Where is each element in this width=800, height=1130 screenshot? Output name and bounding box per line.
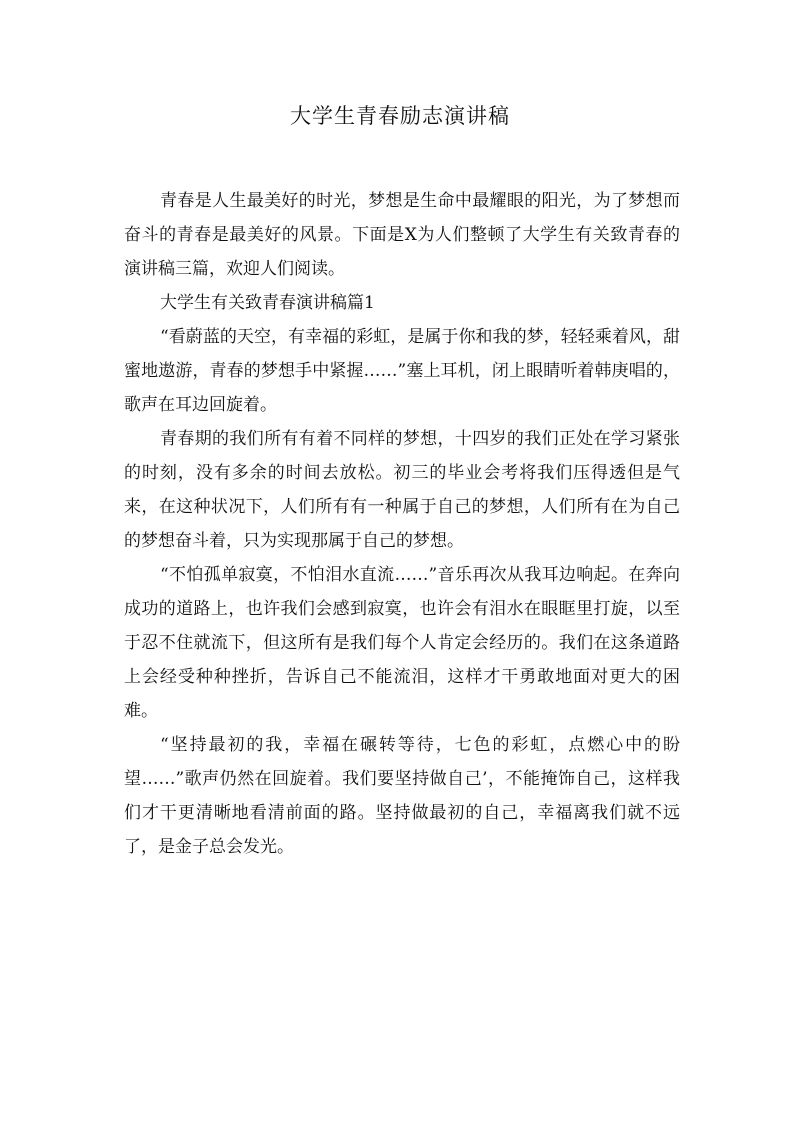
paragraph: “不怕孤单寂寞，不怕泪水直流……”音乐再次从我耳边响起。在奔向成功的道路上，也许我们会感到寂寞，也许会有泪水在眼眶里打旋，以至于忍不住就流下，但这所有是我们每个人肯定会经历的。我们在这条道路上会经受种种挫折，告诉自己不能流泪，这样才干勇敢地面对更大的困难。 bbox=[124, 565, 680, 721]
document-body bbox=[124, 184, 680, 864]
section-heading: 大学生有关致青春演讲稿篇1 bbox=[160, 293, 375, 313]
paragraph: 青春期的我们所有有着不同样的梦想，十四岁的我们正处在学习紧张的时刻，没有多余的时间去放松。初三的毕业会考将我们压得透但是气来，在这种状况下，人们所有有一种属于自己的梦想，人们所有在为自己的梦想奋斗着，只为实现那属于自己的梦想。 bbox=[124, 429, 680, 551]
paragraph: “看蔚蓝的天空，有幸福的彩虹，是属于你和我的梦，轻轻乘着风，甜蜜地遨游，青春的梦想手中紧握……”塞上耳机，闭上眼睛听着韩庚唱的，歌声在耳边回旋着。 bbox=[124, 327, 680, 415]
paragraph-intro: 青春是人生最美好的时光，梦想是生命中最耀眼的阳光，为了梦想而奋斗的青春是最美好的风景。下面是X为人们整顿了大学生有关致青春的演讲稿三篇，欢迎人们阅读。 bbox=[124, 191, 680, 279]
document-title: 大学生青春励志演讲稿 bbox=[290, 104, 510, 128]
paragraph: “坚持最初的我，幸福在碾转等待，七色的彩虹，点燃心中的盼望……”歌声仍然在回旋着。我们要坚持做自己’，不能掩饰自己，这样我们才干更清晰地看清前面的路。坚持做最初的自己，幸福离我们就不远了，是金子总会发光。 bbox=[124, 735, 680, 857]
